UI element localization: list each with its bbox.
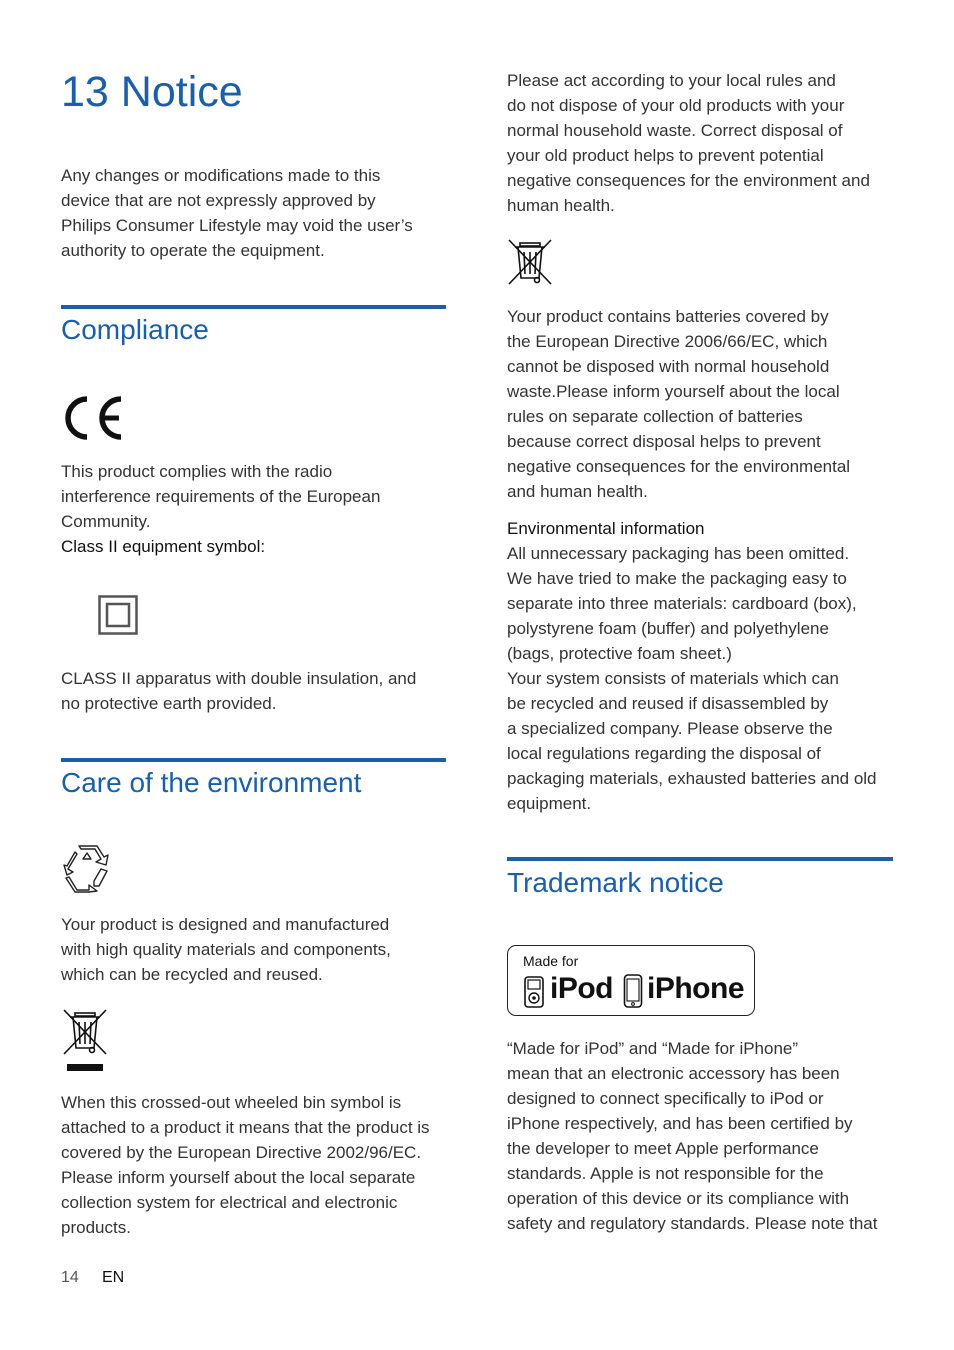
environment-rule <box>61 758 446 762</box>
local-rules-paragraph: Please act according to your local rules and do not dispose of your old products with your normal household waste. Correct disposal of your old product helps to prevent potential negative consequences for the environment and human health. <box>507 71 870 215</box>
battery-bin-icon <box>507 238 553 286</box>
weee-paragraph: When this crossed-out wheeled bin symbol is attached to a product it means that the product is covered by the European Directive 2002/96/EC. Please inform yourself about the local separate collection system for electrical and electronic products. <box>61 1093 430 1237</box>
trademark-heading: Trademark notice <box>507 867 724 898</box>
class-ii-icon <box>98 595 138 635</box>
badge-iphone: iPhone <box>647 972 745 1005</box>
intro-paragraph: Any changes or modifications made to this device that are not expressly approved by Philips Consumer Lifestyle may void the user’s authority to operate the equipment. <box>61 166 413 260</box>
compliance-paragraph: This product complies with the radio interference requirements of the European Community. <box>61 462 381 531</box>
chapter-title: 13 Notice <box>61 68 243 116</box>
class2-label: Class II equipment symbol: <box>61 537 266 556</box>
class2-paragraph: CLASS II apparatus with double insulation, and no protective earth provided. <box>61 669 417 713</box>
badge-ipod: iPod <box>550 972 613 1005</box>
iphone-icon <box>623 974 643 1008</box>
page-number: 14 <box>61 1269 79 1286</box>
weee-bin-icon <box>62 1008 108 1072</box>
trademark-paragraph: “Made for iPod” and “Made for iPhone” mean that an electronic accessory has been designed to connect specifically to iPod or iPhone respectively, and has been certified by the developer to meet Apple performance standards. Apple is not responsible for the operation of this device or its compliance with safety and regulatory standards. Please note that <box>507 1039 878 1233</box>
recycle-paragraph: Your product is designed and manufactured with high quality materials and components, which can be recycled and reused. <box>61 915 391 984</box>
compliance-heading: Compliance <box>61 314 209 345</box>
ipod-icon <box>524 976 544 1008</box>
environment-heading: Care of the environment <box>61 767 362 798</box>
compliance-rule <box>61 305 446 309</box>
ce-mark-icon <box>61 393 125 443</box>
battery-paragraph: Your product contains batteries covered by the European Directive 2006/66/EC, which cannot be disposed with normal household waste.Please inform yourself about the local rules on separate collection of batteries because correct disposal helps to prevent negative consequences for the environmental and human health. <box>507 307 851 501</box>
recycle-icon <box>63 845 113 893</box>
env-info-label: Environmental information <box>507 519 705 538</box>
trademark-rule <box>507 857 893 861</box>
env-info-paragraph: All unnecessary packaging has been omitted. We have tried to make the packaging easy to separate into three materials: cardboard (box), polystyrene foam (buffer) and polyethylene (bags, protective foam sheet.) Your system consists of materials which can be recycled and reused if disassembled by a specialized company. Please observe the local regulations regarding the disposal of packaging materials, exhausted batteries and old equipment. <box>507 544 877 813</box>
made-for-ipod-iphone-badge <box>507 945 755 1016</box>
language-code: EN <box>102 1269 125 1286</box>
badge-made-for: Made for <box>523 953 579 969</box>
